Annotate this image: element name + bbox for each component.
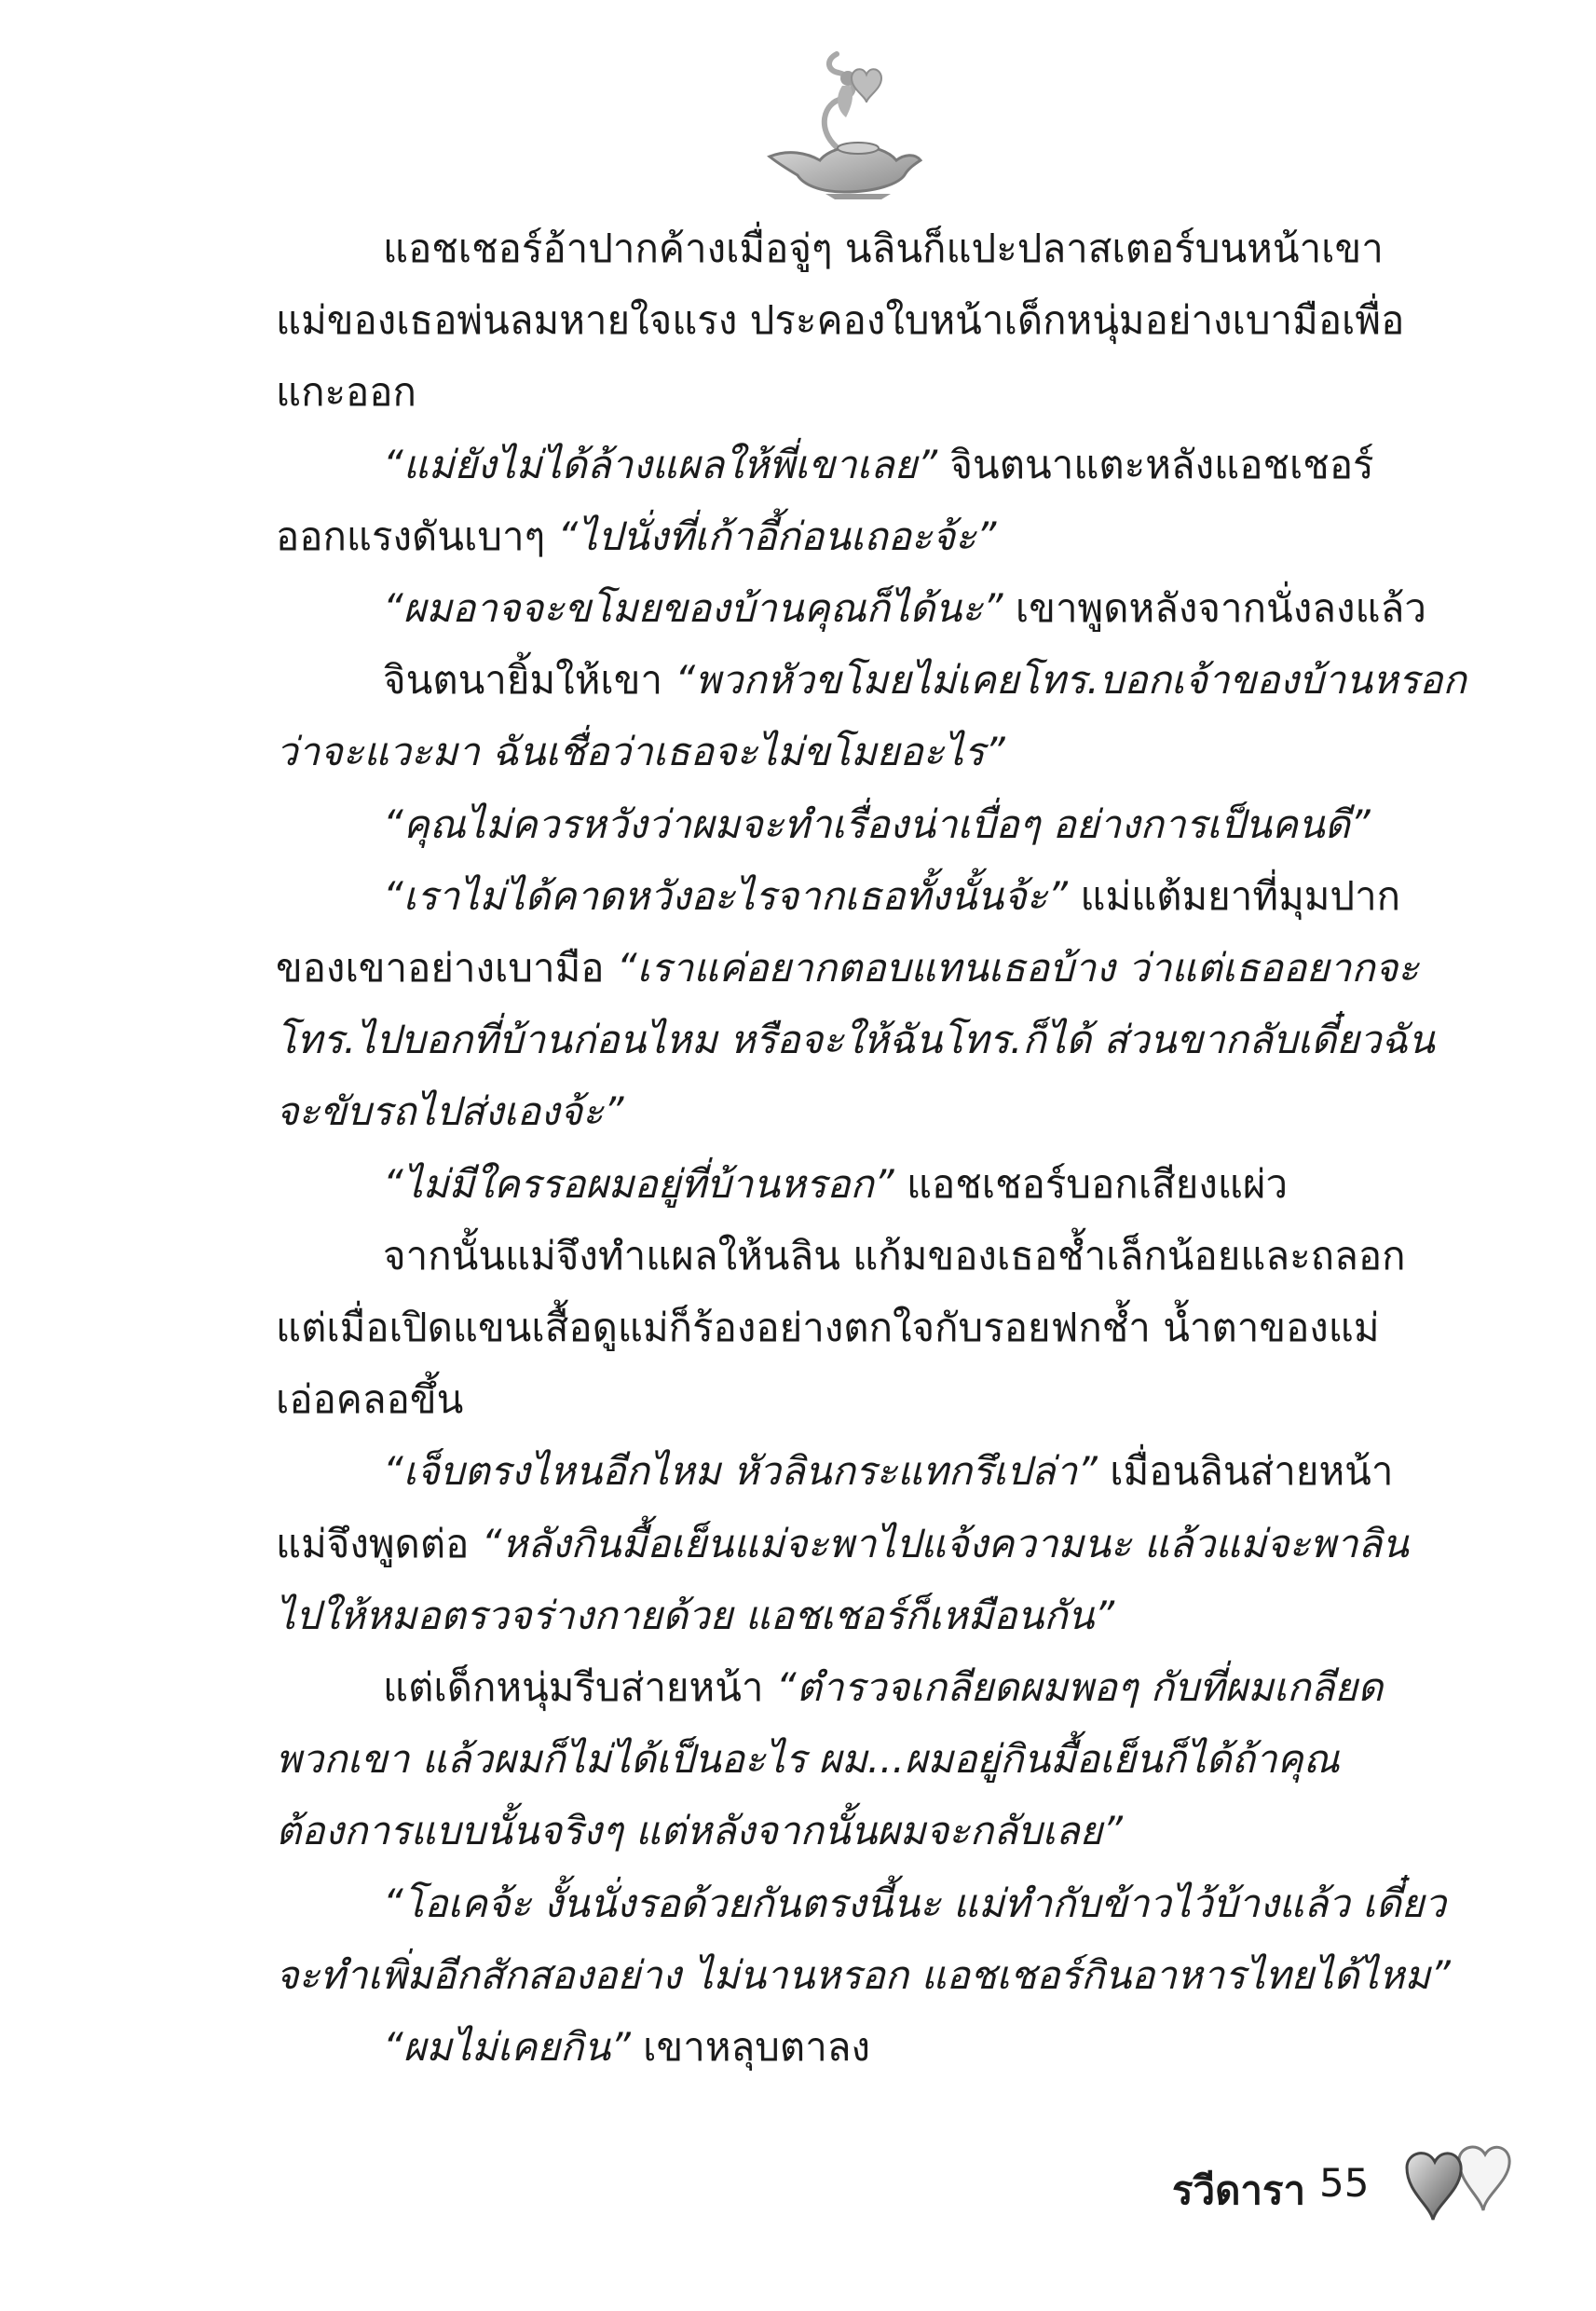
text-line	[276, 788, 1414, 860]
text-run: “ผมอาจจะขโมยของบ้านคุณก็ได้นะ”	[383, 585, 1003, 632]
text-line	[276, 1148, 1414, 1220]
text-line	[276, 1075, 1414, 1147]
text-run: แอชเชอร์อ้าปากค้างเมื่อจู่ๆ นลินก็แปะปลาสเตอร์บนหน้าเขา	[383, 226, 1384, 271]
page-number: 55	[1319, 2160, 1370, 2206]
text-line	[276, 284, 1414, 356]
text-run: ออกแรงดันเบาๆ	[276, 513, 558, 559]
hearts-icon	[1401, 2140, 1513, 2223]
text-run: จินตนาแตะหลังแอชเชอร์	[937, 441, 1374, 487]
text-run: จินตนายิ้มให้เขา	[383, 657, 675, 704]
text-line	[276, 1579, 1414, 1651]
text-run: “โอเคจ้ะ งั้นนั่งรอด้วยกันตรงนี้นะ แม่ทำกับข้าวไว้บ้างแล้ว เดี๋ยว	[383, 1880, 1447, 1926]
text-line	[276, 1220, 1414, 1292]
text-run: แต่เด็กหนุ่มรีบส่ายหน้า	[383, 1664, 776, 1711]
text-run: เขาหลุบตาลง	[630, 2024, 871, 2071]
text-run: แม่ของเธอพ่นลมหายใจแรง ประคองใบหน้าเด็กหนุ่มอย่างเบามือเพื่อ	[276, 297, 1405, 344]
text-run: “พวกหัวขโมยไม่เคยโทร.บอกเจ้าของบ้านหรอก	[675, 657, 1466, 704]
text-line	[276, 1363, 1414, 1435]
text-run: “ไม่มีใครรอผมอยู่ที่บ้านหรอก”	[383, 1160, 894, 1207]
text-line	[276, 1867, 1447, 1939]
text-run: จากนั้นแม่จึงทำแผลให้นลิน แก้มของเธอช้ำเล็กน้อยและถลอก	[383, 1232, 1406, 1279]
text-run: แต่เมื่อเปิดแขนเสื้อดูแม่ก็ร้องอย่างตกใจกับรอยฟกช้ำ น้ำตาของแม่	[276, 1305, 1380, 1351]
text-line	[276, 1004, 1435, 1075]
text-run: แม่แต้มยาที่มุมปาก	[1068, 872, 1401, 919]
text-run: แม่จึงพูดต่อ	[276, 1520, 482, 1566]
text-run: แอชเชอร์บอกเสียงแผ่ว	[893, 1160, 1289, 1207]
text-run: “คุณไม่ควรหวังว่าผมจะทำเรื่องน่าเบื่อๆ อย่างการเป็นคนดี”	[383, 800, 1371, 847]
text-line	[276, 500, 1414, 572]
book-title: รวีดารา	[1172, 2167, 1306, 2213]
text-run: ต้องการแบบนั้นจริงๆ แต่หลังจากนั้นผมจะกลับเลย”	[276, 1808, 1124, 1854]
text-run: เอ่อคลอขึ้น	[276, 1376, 464, 1423]
text-line	[276, 1651, 1414, 1723]
text-line	[276, 1939, 1451, 2011]
text-run: ว่าจะแวะมา ฉันเชื่อว่าเธอจะไม่ขโมยอะไร”	[276, 729, 1005, 775]
text-line	[276, 356, 1414, 428]
text-line	[276, 2011, 1414, 2083]
text-run: แกะออก	[276, 369, 416, 416]
text-run: “เราไม่ได้คาดหวังอะไรจากเธอทั้งนั้นจ้ะ”	[383, 872, 1069, 919]
text-line	[276, 572, 1426, 644]
story-text	[276, 212, 1466, 2083]
text-line	[276, 1723, 1414, 1795]
text-run: ของเขาอย่างเบามือ	[276, 945, 617, 991]
genie-lamp-icon	[751, 45, 937, 203]
text-line	[276, 932, 1419, 1004]
text-run: “ผมไม่เคยกิน”	[383, 2024, 631, 2071]
text-run: “หลังกินมื้อเย็นแม่จะพาไปแจ้งความนะ แล้วแม่จะพาลิน	[481, 1520, 1409, 1566]
text-line	[276, 1435, 1414, 1507]
text-line	[276, 860, 1414, 932]
text-run: “ตำรวจเกลียดผมพอๆ กับที่ผมเกลียด	[775, 1664, 1384, 1711]
text-line	[276, 716, 1414, 787]
text-run: จะทำเพิ่มอีกสักสองอย่าง ไม่นานหรอก แอชเชอร์กินอาหารไทยได้ไหม”	[276, 1951, 1451, 1998]
text-line	[276, 1292, 1414, 1363]
text-run: “เจ็บตรงไหนอีกไหม หัวลินกระแทกรึเปล่า”	[383, 1448, 1098, 1495]
text-run: “เราแค่อยากตอบแทนเธอบ้าง ว่าแต่เธออยากจะ	[616, 945, 1419, 991]
text-line	[276, 429, 1414, 500]
text-line	[276, 644, 1466, 716]
text-line	[276, 1795, 1414, 1867]
text-run: เมื่อนลินส่ายหน้า	[1097, 1448, 1394, 1495]
text-run: ไปให้หมอตรวจร่างกายด้วย แอชเชอร์ก็เหมือนกัน”	[276, 1592, 1115, 1638]
text-run: “ไปนั่งที่เก้าอี้ก่อนเถอะจ้ะ”	[557, 513, 997, 559]
text-run: โทร.ไปบอกที่บ้านก่อนไหม หรือจะให้ฉันโทร.ก็ได้ ส่วนขากลับเดี๋ยวฉัน	[276, 1017, 1435, 1063]
text-run: จะขับรถไปส่งเองจ้ะ”	[276, 1088, 624, 1135]
text-line	[276, 1508, 1414, 1579]
text-run: เขาพูดหลังจากนั่งลงแล้ว	[1003, 585, 1426, 632]
text-run: “แม่ยังไม่ได้ล้างแผลให้พี่เขาเลย”	[383, 441, 938, 487]
text-line	[276, 212, 1414, 284]
text-run: พวกเขา แล้วผมก็ไม่ได้เป็นอะไร ผม...ผมอยู่กินมื้อเย็นก็ได้ถ้าคุณ	[276, 1736, 1340, 1783]
